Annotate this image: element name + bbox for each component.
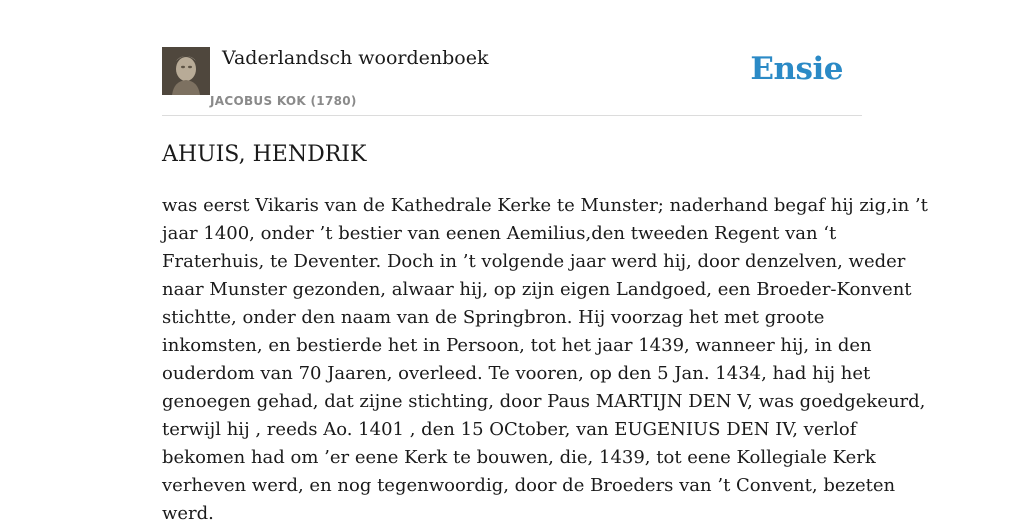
portrait-icon[interactable]	[162, 47, 210, 95]
author-label[interactable]: JACOBUS KOK (1780)	[210, 94, 357, 108]
header	[162, 0, 862, 116]
ensie-logo[interactable]: Ensie	[750, 51, 843, 87]
entry-body-line: bekomen had om ’er eene Kerk te bouwen, die, 1439, tot eene Kollegiale Kerk	[162, 447, 876, 468]
entry-body-line: naar Munster gezonden, alwaar hij, op zijn eigen Landgoed, een Broeder-Konvent	[162, 279, 912, 300]
content-container	[162, 0, 928, 524]
entry-body-line: verheven werd, en nog tegenwoordig, door de Broeders van ’t Convent, bezeten	[162, 475, 896, 496]
entry-body	[162, 192, 928, 528]
entry-body-line: Fraterhuis, te Deventer. Doch in ’t volgende jaar werd hij, door denzelven, weder	[162, 251, 906, 272]
entry-body-line: was eerst Vikaris van de Kathedrale Kerke te Munster; naderhand begaf hij zig,in ’t	[162, 195, 928, 216]
entry-body-line: jaar 1400, onder ’t bestier van eenen Aemilius,den tweeden Regent van ‘t	[162, 223, 837, 244]
entry-body-line: genoegen gehad, dat zijne stichting, door Paus MARTIJN DEN V, was goedgekeurd,	[162, 391, 926, 412]
entry-body-line: terwijl hij , reeds Ao. 1401 , den 15 OCtober, van EUGENIUS DEN IV, verlof	[162, 419, 857, 440]
entry-body-line: ouderdom van 70 Jaaren, overleed. Te vooren, op den 5 Jan. 1434, had hij het	[162, 363, 871, 384]
entry-body-line: werd.	[162, 503, 214, 524]
entry-body-line: inkomsten, en bestierde het in Persoon, tot het jaar 1439, wanneer hij, in den	[162, 335, 872, 356]
book-title[interactable]: Vaderlandsch woordenboek	[222, 47, 489, 69]
entry-body-line: stichtte, onder den naam van de Springbron. Hij voorzag het met groote	[162, 307, 825, 328]
entry-title: AHUIS, HENDRIK	[162, 142, 367, 167]
